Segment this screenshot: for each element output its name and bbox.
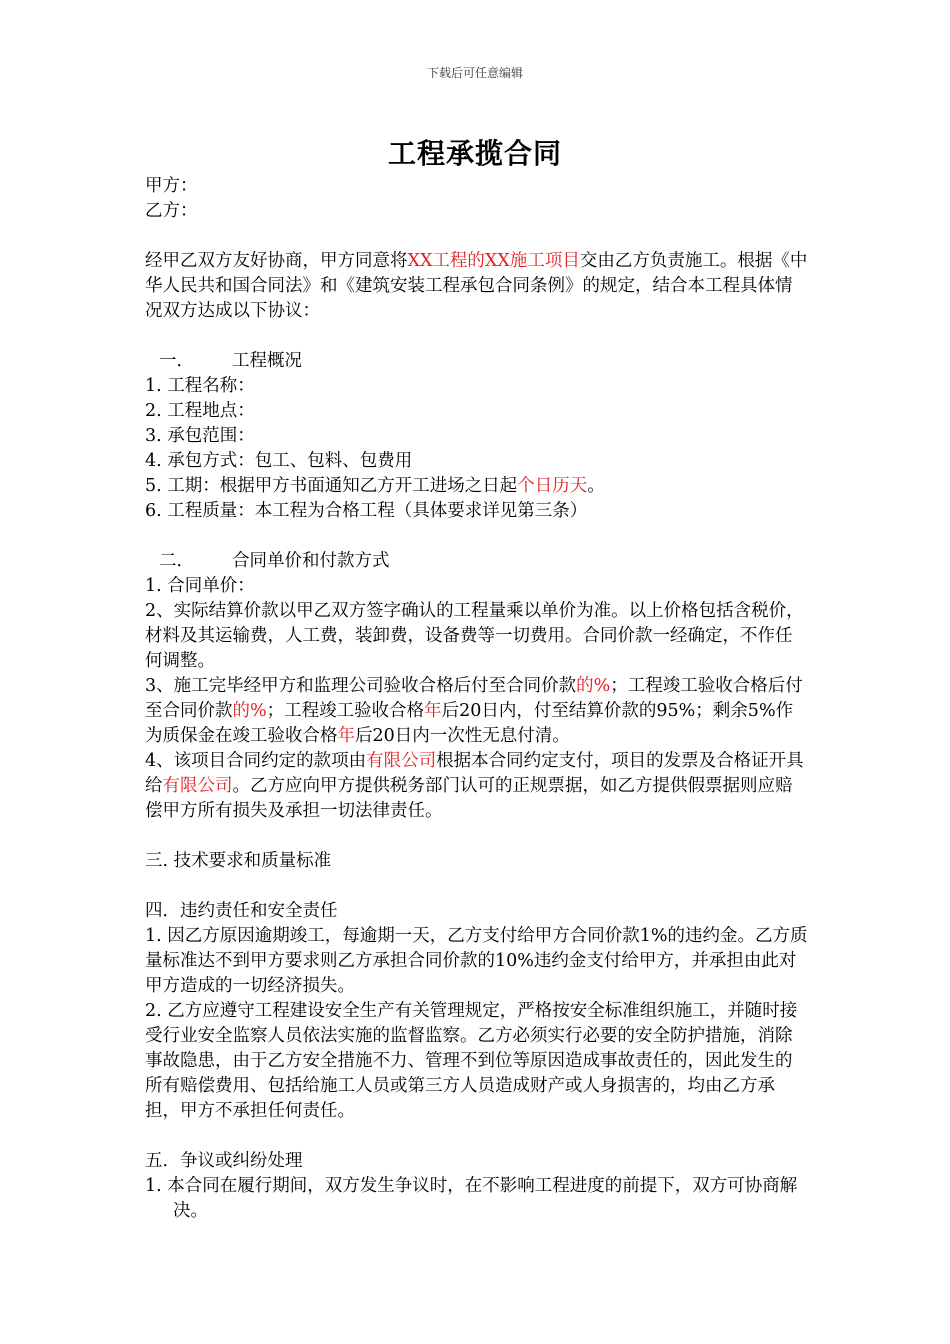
party-b-line: 乙方： <box>145 201 198 221</box>
intro-text-2: 交由乙方负责施工。根据《中华人民共和国合同法》和《建筑安装工程承包合同条例》的规定，结合本工程具体情况双方达成以下协议： <box>145 251 808 321</box>
section-1-item: 4. 承包方式：包工、包料、包费用 <box>145 451 413 471</box>
invoice-text-1: 4、该项目合同约定的款项由 <box>145 751 367 771</box>
payment-text-4: 后20日内，付至结算价款的95%；剩余5%作为质保金在竣工验收合格 <box>145 701 794 746</box>
payment-highlight-2: 的% <box>232 701 267 721</box>
section-2-item: 1. 合同单价： <box>145 576 255 596</box>
section-4-item: 2. 乙方应遵守工程建设安全生产有关管理规定，严格按安全标准组织施工，并随时接受行业安全监察人员依法实施的监督监察。乙方必须实行必要的安全防护措施，消除事故隐患，由于乙方安全措施不力、管理不到位等原因造成事故责任的，因此发生的所有赔偿费用、包括给施工人员或第三方人员造成财产或人身损害的，均由乙方承担，甲方不承担任何责任。 <box>145 1001 798 1121</box>
payment-highlight-4: 年 <box>337 726 355 746</box>
section-2-item <box>145 749 809 824</box>
section-3-heading: 三. 技术要求和质量标准 <box>145 851 332 871</box>
section-1-item: 2. 工程地点： <box>145 401 255 421</box>
page-header: 下载后可任意编辑 <box>426 66 523 80</box>
company-highlight-2: 有限公司 <box>162 776 233 796</box>
company-highlight-1: 有限公司 <box>366 751 437 771</box>
intro-project-highlight: XX工程的XX施工项目 <box>407 251 580 271</box>
section-2-number: 二． <box>159 551 194 571</box>
payment-text-2: ；工程竣工验收合格后付至合同价款 <box>145 676 803 721</box>
section-1-item <box>145 474 809 499</box>
section-1-number: 一． <box>159 351 194 371</box>
invoice-text-3: 。乙方应向甲方提供税务部门认可的正规票据，如乙方提供假票据则应赔偿甲方所有损失及承担一切法律责任。 <box>145 776 793 821</box>
section-1-item: 6. 工程质量：本工程为合格工程（具体要求详见第三条） <box>145 501 588 521</box>
section-1-item: 3. 承包范围： <box>145 426 255 446</box>
duration-highlight: 个日历天 <box>517 476 588 496</box>
section-2-heading <box>145 549 809 574</box>
section-4-heading: 四．违约责任和安全责任 <box>145 901 338 921</box>
section-1-item-5-text: 5. 工期：根据甲方书面通知乙方开工进场之日起 <box>145 476 518 496</box>
section-4-item: 1. 因乙方原因逾期竣工，每逾期一天，乙方支付给甲方合同价款1%的违约金。乙方质量标准达不到甲方要求则乙方承担合同价款的10%违约金支付给甲方，并承担由此对甲方造成的一切经济损失。 <box>145 926 808 996</box>
party-a-line: 甲方： <box>145 176 198 196</box>
payment-highlight-3: 年 <box>424 701 442 721</box>
contract-body <box>145 174 809 1224</box>
section-5-heading: 五．争议或纠纷处理 <box>145 1151 303 1171</box>
invoice-text-2: 根据本合同约定支付，项目的发票及合格证开具给 <box>145 751 804 796</box>
section-2-title: 合同单价和付款方式 <box>232 551 390 571</box>
section-5-item: 1. 本合同在履行期间，双方发生争议时，在不影响工程进度的前提下，双方可协商解决。 <box>145 1176 798 1221</box>
payment-text-3: ；工程竣工验收合格 <box>266 701 425 721</box>
intro-text-1: 经甲乙双方友好协商，甲方同意将 <box>145 251 408 271</box>
section-2-item: 2、实际结算价款以甲乙双方签字确认的工程量乘以单价为准。以上价格包括含税价，材料及其运输费，人工费，装卸费，设备费等一切费用。合同价款一经确定，不作任何调整。 <box>145 601 804 671</box>
section-1-heading <box>145 349 809 374</box>
page-title: 工程承揽合同 <box>387 137 562 170</box>
intro-paragraph <box>145 249 809 324</box>
section-2-item <box>145 674 809 749</box>
section-1-item: 1. 工程名称： <box>145 376 255 396</box>
payment-highlight-1: 的% <box>576 676 611 696</box>
payment-text-1: 3、施工完毕经甲方和监理公司验收合格后付至合同价款 <box>145 676 577 696</box>
section-1-title: 工程概况 <box>232 351 302 371</box>
payment-text-5: 后20日内一次性无息付清。 <box>355 726 570 746</box>
section-1-item-5-end: 。 <box>587 476 605 496</box>
